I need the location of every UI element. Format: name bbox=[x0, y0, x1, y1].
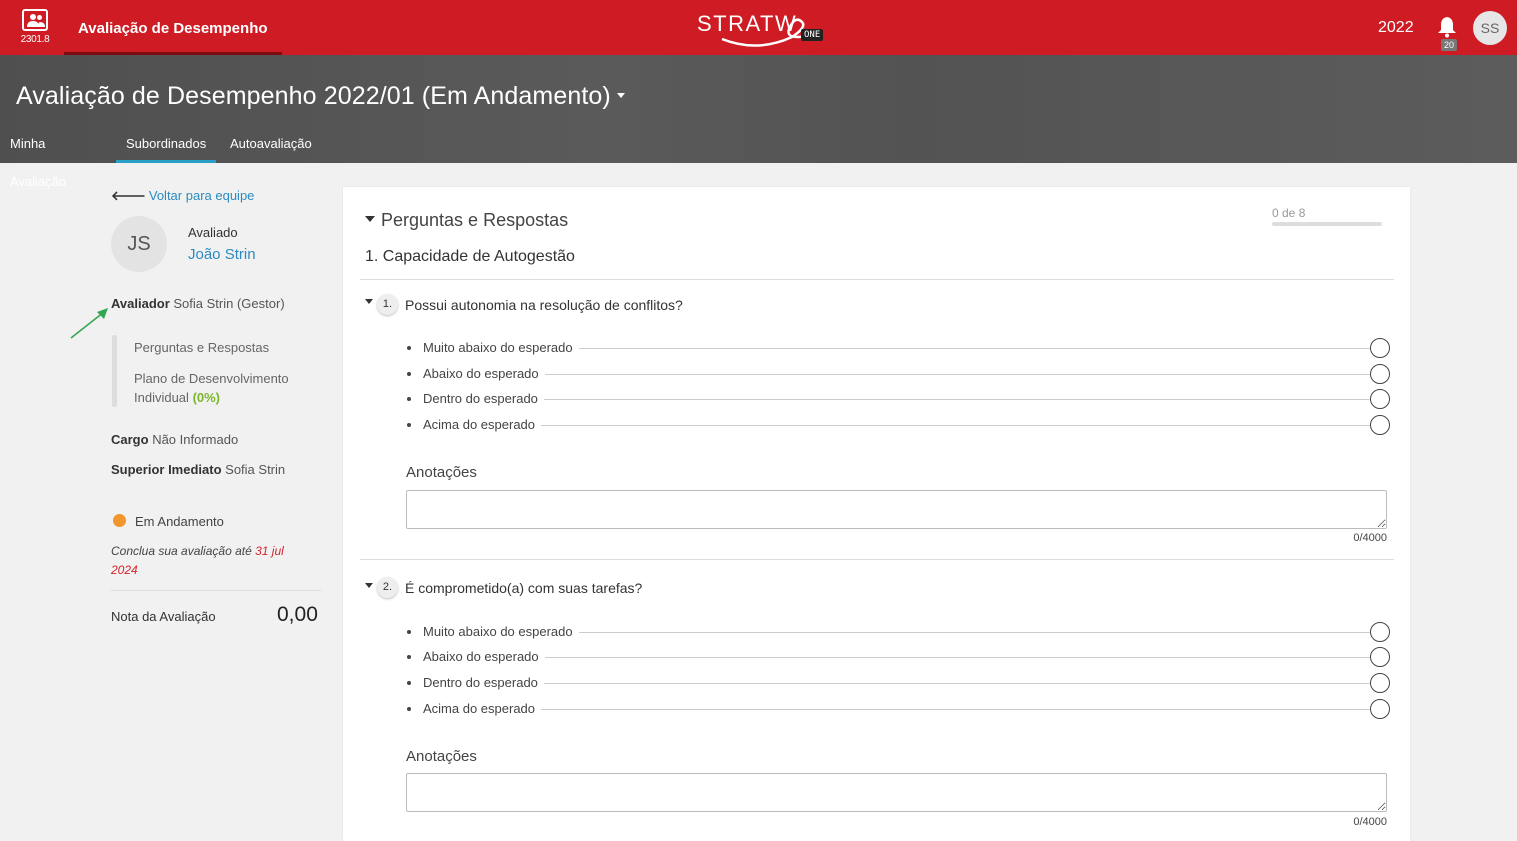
evaluee-name-link[interactable]: João Strin bbox=[188, 246, 256, 263]
evaluator-label: Avaliador bbox=[111, 296, 170, 311]
option-leader-line bbox=[423, 709, 1370, 710]
deadline-label: Conclua sua avaliação até bbox=[111, 544, 252, 558]
year-selector[interactable]: 2022 bbox=[1378, 19, 1414, 36]
bullet-icon bbox=[407, 397, 411, 401]
deadline-date: 31 jul 2024 bbox=[111, 544, 284, 577]
option-label: Abaixo do esperado bbox=[423, 649, 545, 664]
superior-value: Sofia Strin bbox=[225, 462, 286, 477]
option-label: Abaixo do esperado bbox=[423, 366, 545, 381]
question-text: Possui autonomia na resolução de conflitos? bbox=[405, 297, 683, 313]
tab-minha-avaliacao[interactable]: Minha Avaliação bbox=[10, 136, 67, 189]
option-leader-line bbox=[423, 683, 1370, 684]
bullet-icon bbox=[407, 707, 411, 711]
tab-autoavaliacao[interactable]: Autoavaliação bbox=[230, 136, 312, 151]
tab-subordinados[interactable]: Subordinados bbox=[116, 125, 216, 163]
notifications-count-badge: 20 bbox=[1441, 39, 1457, 51]
score-value: 0,00 bbox=[277, 603, 318, 626]
bullet-icon bbox=[407, 630, 411, 634]
answer-option bbox=[407, 338, 1390, 358]
app-version: 2301.8 bbox=[20, 34, 50, 45]
notifications-bell-icon[interactable] bbox=[1437, 16, 1457, 38]
sidebar-nav-indicator bbox=[112, 335, 117, 407]
section-toggle[interactable] bbox=[365, 210, 568, 231]
option-radio[interactable] bbox=[1370, 415, 1390, 435]
option-leader-line bbox=[423, 657, 1370, 658]
deadline-text bbox=[111, 542, 311, 580]
answer-option bbox=[407, 673, 1390, 693]
answer-option bbox=[407, 389, 1390, 409]
answer-option bbox=[407, 622, 1390, 642]
sidebar-item-pdi[interactable] bbox=[134, 369, 314, 407]
page-title[interactable] bbox=[16, 82, 625, 111]
cargo-label: Cargo bbox=[111, 432, 149, 447]
option-label: Dentro do esperado bbox=[423, 675, 544, 690]
option-radio[interactable] bbox=[1370, 673, 1390, 693]
answer-option bbox=[407, 415, 1390, 435]
option-radio[interactable] bbox=[1370, 338, 1390, 358]
status-dot-icon bbox=[113, 514, 126, 527]
evaluee-label: Avaliado bbox=[188, 225, 238, 240]
answer-option bbox=[407, 364, 1390, 384]
progress-bar bbox=[1272, 222, 1382, 226]
caret-down-icon bbox=[365, 216, 375, 222]
option-label: Muito abaixo do esperado bbox=[423, 624, 579, 639]
notes-char-counter: 0/4000 bbox=[1353, 816, 1387, 828]
option-label: Muito abaixo do esperado bbox=[423, 340, 579, 355]
notes-label: Anotações bbox=[406, 464, 477, 481]
cargo-info bbox=[111, 432, 238, 447]
status-text: Em Andamento bbox=[135, 514, 224, 529]
option-label: Acima do esperado bbox=[423, 701, 541, 716]
evaluee-avatar: JS bbox=[111, 216, 167, 272]
annotation-arrow-icon bbox=[70, 306, 114, 342]
bullet-icon bbox=[407, 372, 411, 376]
people-icon bbox=[22, 9, 48, 31]
bullet-icon bbox=[407, 655, 411, 659]
user-avatar[interactable]: SS bbox=[1473, 11, 1507, 45]
back-link-label: Voltar para equipe bbox=[148, 188, 255, 203]
question-number: 1. bbox=[377, 294, 398, 315]
option-radio[interactable] bbox=[1370, 364, 1390, 384]
section-heading: Perguntas e Respostas bbox=[381, 210, 569, 230]
category-title: 1. Capacidade de Autogestão bbox=[365, 248, 575, 265]
logo-badge: ONE bbox=[801, 29, 823, 41]
app-switcher[interactable] bbox=[18, 9, 52, 45]
bullet-icon bbox=[407, 423, 411, 427]
questions-card bbox=[343, 187, 1410, 841]
sidebar-item-perguntas[interactable]: Perguntas e Respostas bbox=[134, 340, 270, 355]
top-bar bbox=[0, 0, 1517, 55]
bullet-icon bbox=[407, 346, 411, 350]
collapse-caret-icon[interactable] bbox=[365, 583, 373, 588]
pdi-percentage: (0%) bbox=[192, 390, 221, 405]
module-title[interactable]: Avaliação de Desempenho bbox=[64, 0, 282, 55]
question-number: 2. bbox=[377, 577, 398, 598]
bullet-icon bbox=[407, 681, 411, 685]
option-radio[interactable] bbox=[1370, 647, 1390, 667]
score-label: Nota da Avaliação bbox=[111, 609, 216, 624]
notes-label: Anotações bbox=[406, 748, 477, 765]
option-leader-line bbox=[423, 374, 1370, 375]
option-leader-line bbox=[423, 399, 1370, 400]
divider bbox=[360, 559, 1394, 560]
arrow-left-icon: 🡐 bbox=[111, 188, 146, 203]
notes-textarea[interactable] bbox=[406, 490, 1387, 529]
option-radio[interactable] bbox=[1370, 389, 1390, 409]
option-leader-line bbox=[423, 425, 1370, 426]
cargo-value: Não Informado bbox=[152, 432, 239, 447]
notes-char-counter: 0/4000 bbox=[1353, 532, 1387, 544]
question-text: É comprometido(a) com suas tarefas? bbox=[405, 580, 643, 596]
option-label: Acima do esperado bbox=[423, 417, 541, 432]
back-to-team-link[interactable] bbox=[111, 188, 254, 204]
evaluator-info bbox=[111, 296, 285, 311]
notes-textarea[interactable] bbox=[406, 773, 1387, 812]
page-header bbox=[0, 55, 1517, 189]
logo-text: STRATW bbox=[697, 11, 798, 36]
option-label: Dentro do esperado bbox=[423, 391, 544, 406]
chevron-down-icon bbox=[617, 93, 625, 98]
divider bbox=[360, 279, 1394, 280]
option-radio[interactable] bbox=[1370, 699, 1390, 719]
divider bbox=[111, 590, 321, 591]
progress-text: 0 de 8 bbox=[1272, 206, 1306, 220]
page-title-text: Avaliação de Desempenho 2022/01 (Em Andamento) bbox=[16, 82, 611, 110]
superior-info bbox=[111, 462, 285, 477]
superior-label: Superior Imediato bbox=[111, 462, 222, 477]
option-radio[interactable] bbox=[1370, 622, 1390, 642]
sidebar-item-pdi-label: Plano de Desenvolvimento Individual bbox=[134, 371, 289, 405]
answer-option bbox=[407, 699, 1390, 719]
stratws-logo bbox=[697, 9, 837, 43]
collapse-caret-icon[interactable] bbox=[365, 299, 373, 304]
answer-option bbox=[407, 647, 1390, 667]
evaluator-value: Sofia Strin (Gestor) bbox=[173, 296, 285, 311]
